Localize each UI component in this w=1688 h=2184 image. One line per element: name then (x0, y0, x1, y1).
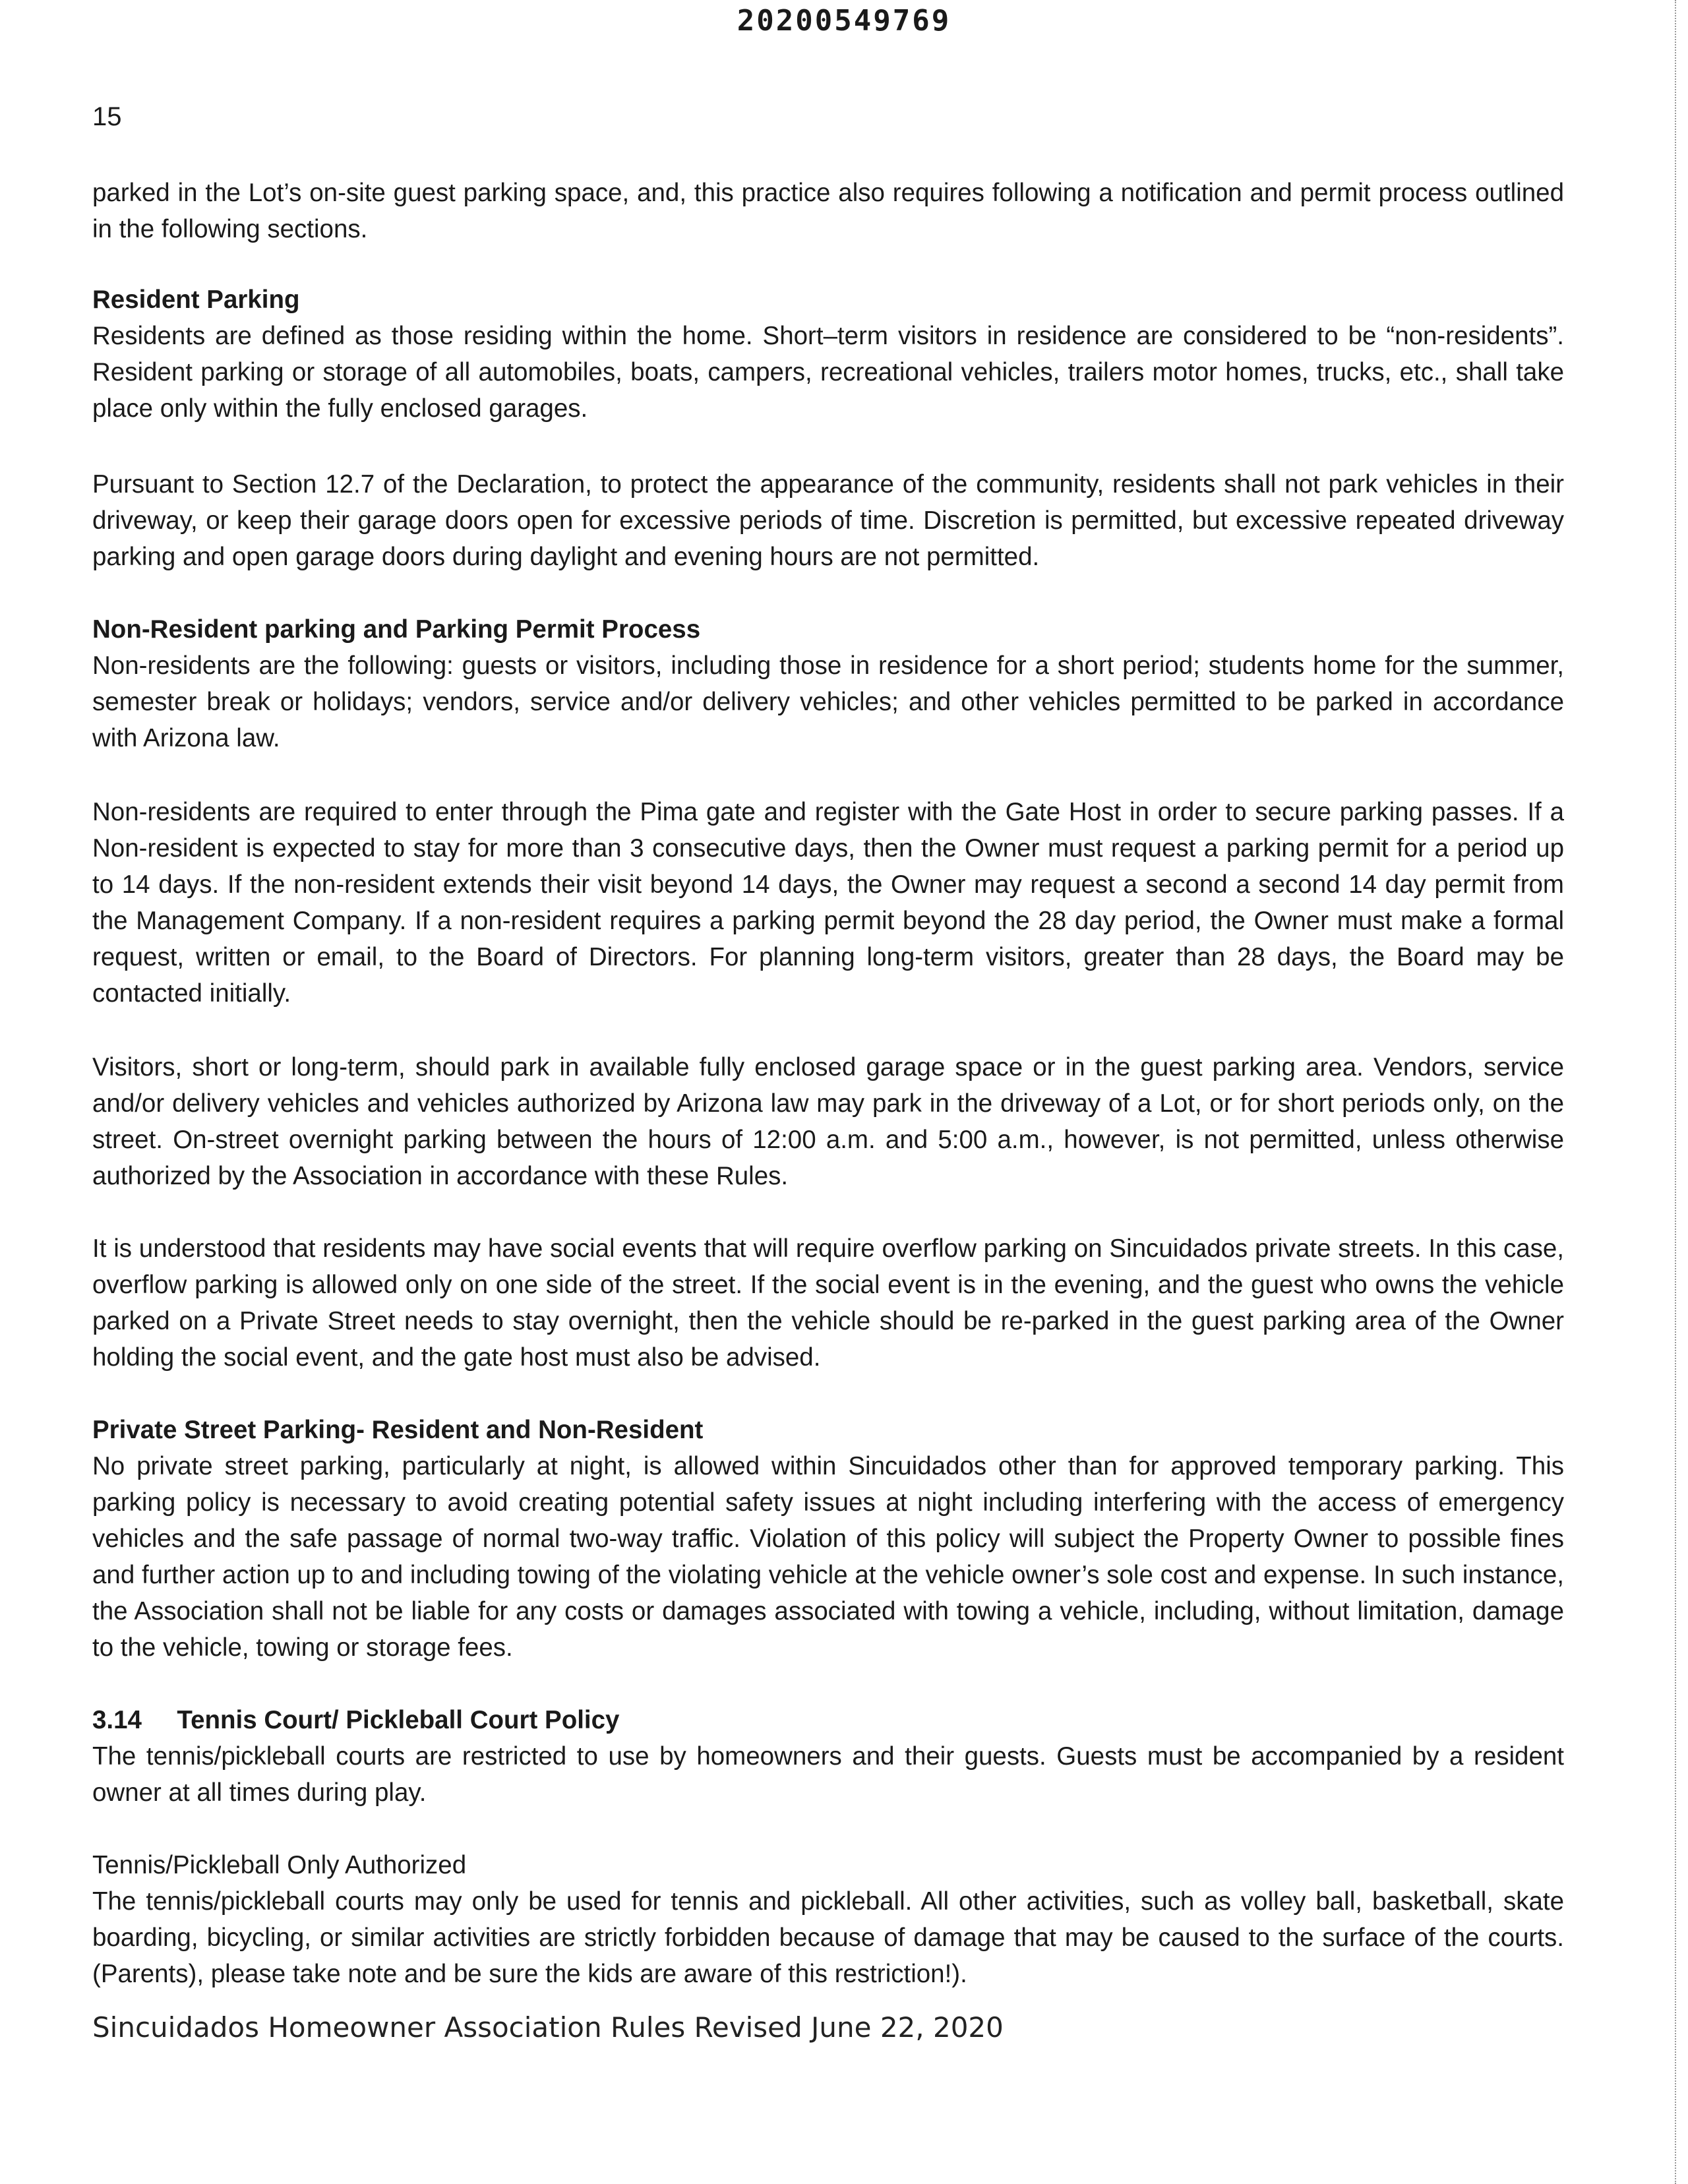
document-number: 20200549769 (737, 4, 951, 38)
section-heading: Private Street Parking- Resident and Non-Resident (92, 1416, 704, 1444)
visitors-paragraph (92, 1049, 1564, 1194)
tennis-section (92, 1702, 1564, 1811)
section-heading: Non-Resident parking and Parking Permit Process (92, 615, 701, 644)
paragraph: Residents are defined as those residing within the home. Short–term visitors in residence are considered to be “non-residents”. Resident parking or storage of all automobiles, boats, campers, recreational vehicles, trailers motor homes, trucks, etc., shall take place only within the fully enclosed garages. (92, 322, 1564, 423)
section-heading: Resident Parking (92, 286, 300, 314)
paragraph: It is understood that residents may have social events that will require overflow parking on Sincuidados private streets. In this case, overflow parking is allowed only on one side of the street. If the social event is in the evening, and the guest who owns the vehicle parked on a Private Street needs to stay overnight, then the vehicle should be re-parked in the guest parking area of the Owner holding the social event, and the gate host must also be advised. (92, 1234, 1564, 1372)
paragraph: Non-residents are required to enter through the Pima gate and register with the Gate Host in order to secure parking passes. If a Non-resident is expected to stay for more than 3 consecutive days, then the Owner must request a parking permit for a period up to 14 days. If the non-resident extends their visit beyond 14 days, the Owner may request a second a second 14 day permit from the Management Company. If a non-resident requires a parking permit beyond the 28 day period, the Owner must make a formal request, written or email, to the Board of Directors. For planning long-term visitors, greater than 28 days, the Board may be contacted initially. (92, 798, 1564, 1008)
non-resident-permit-paragraph (92, 794, 1564, 1012)
tennis-only-section (92, 1847, 1564, 1992)
section-heading: 3.14 Tennis Court/ Pickleball Court Policy (92, 1706, 620, 1734)
paragraph: Pursuant to Section 12.7 of the Declaration, to protect the appearance of the community, residents shall not park vehicles in their driveway, or keep their garage doors open for excessive periods of time. Discretion is permitted, but excessive repeated driveway parking and open garage doors during daylight and evening hours are not permitted. (92, 470, 1564, 571)
private-street-section (92, 1412, 1564, 1666)
social-events-paragraph (92, 1230, 1564, 1376)
paragraph: The tennis/pickleball courts may only be used for tennis and pickleball. All other activities, such as volley ball, basketball, skate boarding, bicycling, or similar activities are strictly forbidden because of damage that may be caused to the surface of the courts. (Parents), please take note and be sure the kids are aware of this restriction!). (92, 1887, 1564, 1988)
paragraph: Non-residents are the following: guests or visitors, including those in residence for a short period; students home for the summer, semester break or holidays; vendors, service and/or delivery vehicles; and other vehicles permitted to be parked in accordance with Arizona law. (92, 652, 1564, 752)
intro-paragraph: parked in the Lot’s on-site guest parking space, and, this practice also requires following a notification and permit process outlined in the following sections. (92, 179, 1564, 243)
scan-edge-divider (1675, 0, 1676, 2184)
non-resident-section (92, 611, 1564, 756)
subheading: Tennis/Pickleball Only Authorized (92, 1851, 467, 1879)
intro-section (92, 175, 1564, 247)
paragraph: Visitors, short or long-term, should park in available fully enclosed garage space or in the guest parking area. Vendors, service and/or delivery vehicles and vehicles authorized by Arizona law may park in the driveway of a Lot, or for short periods only, on the street. On-street overnight parking between the hours of 12:00 a.m. and 5:00 a.m., however, is not permitted, unless otherwise authorized by the Association in accordance with these Rules. (92, 1053, 1564, 1190)
page-footer: Sincuidados Homeowner Association Rules Revised June 22, 2020 (92, 2011, 1004, 2044)
resident-parking-section (92, 282, 1564, 427)
paragraph: The tennis/pickleball courts are restricted to use by homeowners and their guests. Guests must be accompanied by a resident owner at all times during play. (92, 1742, 1564, 1807)
paragraph: No private street parking, particularly at night, is allowed within Sincuidados other than for approved temporary parking. This parking policy is necessary to avoid creating potential safety issues at night including interfering with the access of emergency vehicles and the safe passage of normal two-way traffic. Violation of this policy will subject the Property Owner to possible fines and further action up to and including towing of the violating vehicle at the vehicle owner’s sole cost and expense. In such instance, the Association shall not be liable for any costs or damages associated with towing a vehicle, including, without limitation, damage to the vehicle, towing or storage fees. (92, 1452, 1564, 1662)
resident-parking-section-2 (92, 466, 1564, 575)
page-number: 15 (92, 102, 122, 131)
